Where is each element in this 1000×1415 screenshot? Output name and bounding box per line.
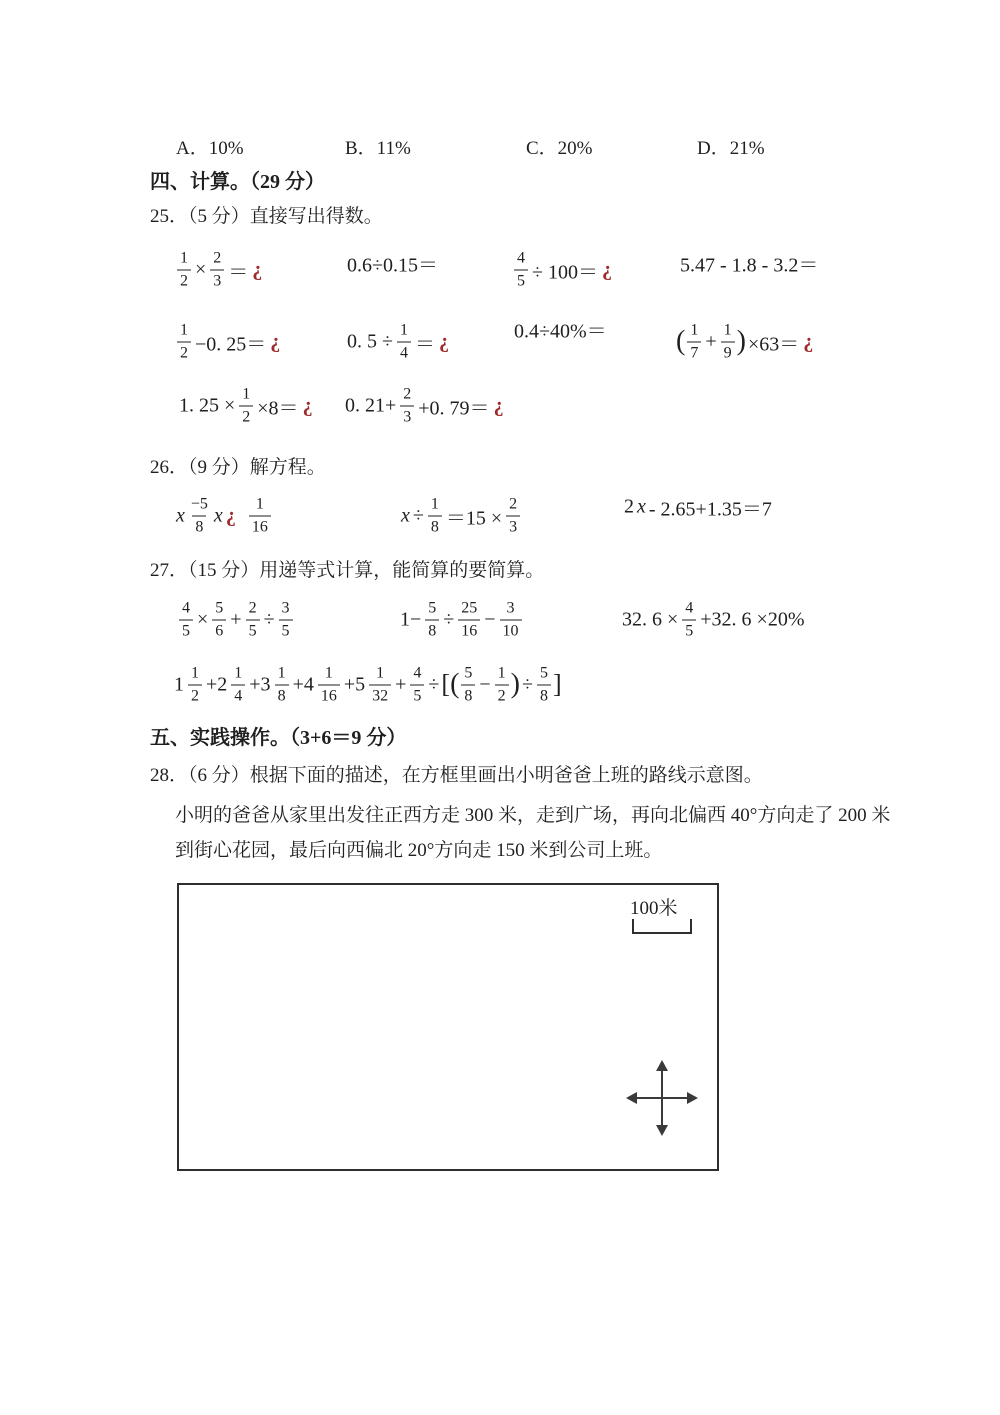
fraction: $\frac{4}{5}$ [514,251,528,290]
expr-25-2-2: 0. 5 ÷ $\frac{1}{4}$ ＝ ¿ [347,321,449,362]
fraction: $\frac{3}{5}$ [279,601,293,640]
fraction: $\frac{1}{2}$ [177,323,191,362]
fraction: $\frac{1}{16}$ [318,666,340,705]
unknown-placeholder: ¿ [225,504,236,527]
expr-26-3: 2 x - 2.65+1.35＝7 [624,495,772,521]
expr-25-1-2: 0.6÷0.15＝ [347,254,438,277]
fraction: $\frac{5}{8}$ [461,666,475,705]
fraction: $\frac{1}{32}$ [369,666,391,705]
problem-28-text-line-2: 到街心花园，最后向西偏北 20°方向走 150 米到公司上班。 [175,840,663,861]
expr-26-1: x $\frac{-5}{8}$ x ¿ $\frac{1}{16}$ [175,497,273,536]
unknown-placeholder: ¿ [803,330,814,353]
expr-27-1: $\frac{4}{5}$ × $\frac{5}{6}$ + $\frac{2}{5}$ ÷ $\frac{3}{5}$ [177,601,295,640]
fraction: $\frac{1}{7}$ [687,323,701,362]
option-b: B．11% [345,138,411,159]
expr-25-1-3: $\frac{4}{5}$ ÷ 100＝ ¿ [512,251,614,290]
fraction: $\frac{1}{4}$ [231,666,245,705]
unknown-placeholder: ¿ [252,258,263,281]
expr-27-2: 1− $\frac{5}{8}$ ÷ $\frac{25}{16}$ − $\frac{3}{10}$ [398,601,524,640]
unknown-placeholder: ¿ [601,258,612,281]
fraction: $\frac{5}{8}$ [425,601,439,640]
fraction: $\frac{4}{5}$ [410,666,424,705]
expr-25-3-1: 1. 25 × $\frac{1}{2}$ ×8＝ ¿ [179,385,313,426]
scale-bracket-icon [632,919,692,934]
compass-icon [626,1060,698,1136]
compass-east-arrow-icon [687,1092,698,1104]
expr-25-2-4: ( $\frac{1}{7}$ + $\frac{1}{9}$ ) ×63＝ ¿ [676,321,814,362]
fraction: $\frac{2}{3}$ [210,251,224,290]
fraction: $\frac{5}{6}$ [212,601,226,640]
problem-28-label: 28．（6 分）根据下面的描述，在方框里画出小明爸爸上班的路线示意图。 [150,765,763,786]
fraction: $\frac{3}{10}$ [500,601,522,640]
fraction: $\frac{1}{2}$ [239,387,253,426]
fraction: $\frac{25}{16}$ [458,601,480,640]
compass-west-arrow-icon [626,1092,637,1104]
scale-label: 100米 [630,898,678,919]
section-4-heading: 四、计算。（29 分） [150,171,325,193]
fraction: $\frac{1}{2}$ [495,666,509,705]
fraction: $\frac{1}{4}$ [397,323,411,362]
problem-26-label: 26．（9 分）解方程。 [150,457,326,478]
fraction: $\frac{1}{9}$ [721,323,735,362]
fraction: $\frac{2}{5}$ [246,601,260,640]
fraction: $\frac{-5}{8}$ [190,495,208,536]
fraction: $\frac{4}{5}$ [179,601,193,640]
problem-25-label: 25．（5 分）直接写出得数。 [150,206,383,227]
expr-27-3: 32. 6 × $\frac{4}{5}$ +32. 6 ×20% [622,599,805,640]
expr-26-2: x ÷ $\frac{1}{8}$ ＝15 × $\frac{2}{3}$ [400,497,522,536]
unknown-placeholder: ¿ [302,394,313,417]
fraction: $\frac{1}{2}$ [177,251,191,290]
fraction: $\frac{2}{3}$ [400,387,414,426]
option-d: D．21% [697,138,765,159]
option-a: A．10% [176,138,244,159]
compass-horizontal-line [634,1097,690,1099]
expr-25-2-3: 0.4÷40%＝ [514,320,607,343]
fraction: $\frac{1}{8}$ [428,497,442,536]
expr-25-1-4: 5.47 - 1.8 - 3.2＝ [680,254,819,277]
problem-28-text-line-1: 小明的爸爸从家里出发往正西方走 300 米，走到广场，再向北偏西 40°方向走了 200 米 [175,805,891,826]
unknown-placeholder: ¿ [493,394,504,417]
unknown-placeholder: ¿ [270,330,281,353]
fraction: $\frac{2}{3}$ [506,497,520,536]
compass-north-arrow-icon [656,1060,668,1071]
fraction: $\frac{5}{8}$ [537,666,551,705]
expr-25-2-1: $\frac{1}{2}$ −0. 25＝ ¿ [175,323,282,362]
section-5-heading: 五、实践操作。（3+6＝9 分） [150,727,407,749]
fraction: $\frac{1}{2}$ [188,666,202,705]
compass-south-arrow-icon [656,1125,668,1136]
fraction: $\frac{1}{16}$ [249,497,271,536]
fraction: $\frac{1}{8}$ [275,666,289,705]
fraction: $\frac{4}{5}$ [682,601,696,640]
expr-27-4: 1 $\frac{1}{2}$ +2 $\frac{1}{4}$ +3 $\frac{1}{8}$ +4 $\frac{1}{16}$ +5 $\frac{1}{32}$ + $\frac{4}{5}$ ÷ [ ( $\frac{5}{8}$ − $\frac{1}{2}$ ) ÷ $\frac{5}{8}$ ] [174,664,562,705]
expr-25-1-1: $\frac{1}{2}$ × $\frac{2}{3}$ ＝ ¿ [175,251,264,290]
expr-25-3-2: 0. 21+ $\frac{2}{3}$ +0. 79＝ ¿ [345,385,504,426]
unknown-placeholder: ¿ [438,330,449,353]
problem-27-label: 27．（15 分）用递等式计算，能简算的要简算。 [150,560,545,581]
option-c: C．20% [526,138,593,159]
